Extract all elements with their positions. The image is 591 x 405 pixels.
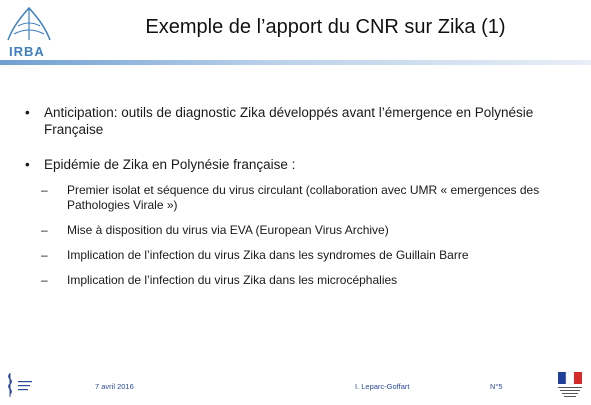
slide-title: Exemple de l’apport du CNR sur Zika (1) <box>145 16 506 38</box>
sub-bullet-item <box>22 223 582 238</box>
bullet-text: Epidémie de Zika en Polynésie française : <box>44 157 296 172</box>
sub-bullet-text: Implication de l’infection du virus Zika dans les syndromes de Guillain Barre <box>67 248 469 262</box>
page-number: N°5 <box>490 382 503 391</box>
bullet-text: Anticipation: outils de diagnostic Zika développés avant l’émergence en Polynésie Française <box>44 105 534 137</box>
dash-icon: – <box>41 273 48 287</box>
bullet-item <box>22 156 582 173</box>
dash-icon: – <box>41 223 48 237</box>
sub-bullet-text: Premier isolat et séquence du virus circulant (collaboration avec UMR « emergences des Pathologies Virale ») <box>67 183 540 212</box>
irba-logo-icon <box>4 4 54 59</box>
slide-footer <box>0 366 591 401</box>
bullet-item <box>22 104 582 138</box>
dash-icon: – <box>41 183 48 197</box>
republique-francaise-flag-icon <box>554 370 586 400</box>
slide-header <box>0 0 591 60</box>
sub-bullet-text: Mise à disposition du virus via EVA (European Virus Archive) <box>67 223 389 237</box>
footer-date: 7 avril 2016 <box>95 382 134 391</box>
service-sante-logo-icon <box>4 372 38 398</box>
sub-bullet-item <box>22 273 582 288</box>
sub-bullet-list <box>22 183 582 288</box>
logo-text: IRBA <box>9 44 45 59</box>
bullet-dot-icon: • <box>25 157 30 172</box>
slide-content <box>22 104 582 298</box>
dash-icon: – <box>41 248 48 262</box>
header-divider <box>0 60 591 65</box>
footer-author: I. Leparc-Goffart <box>355 382 410 391</box>
sub-bullet-item <box>22 248 582 263</box>
sub-bullet-text: Implication de l’infection du virus Zika dans les microcéphalies <box>67 273 398 287</box>
bullet-dot-icon: • <box>25 105 30 120</box>
sub-bullet-item <box>22 183 582 213</box>
